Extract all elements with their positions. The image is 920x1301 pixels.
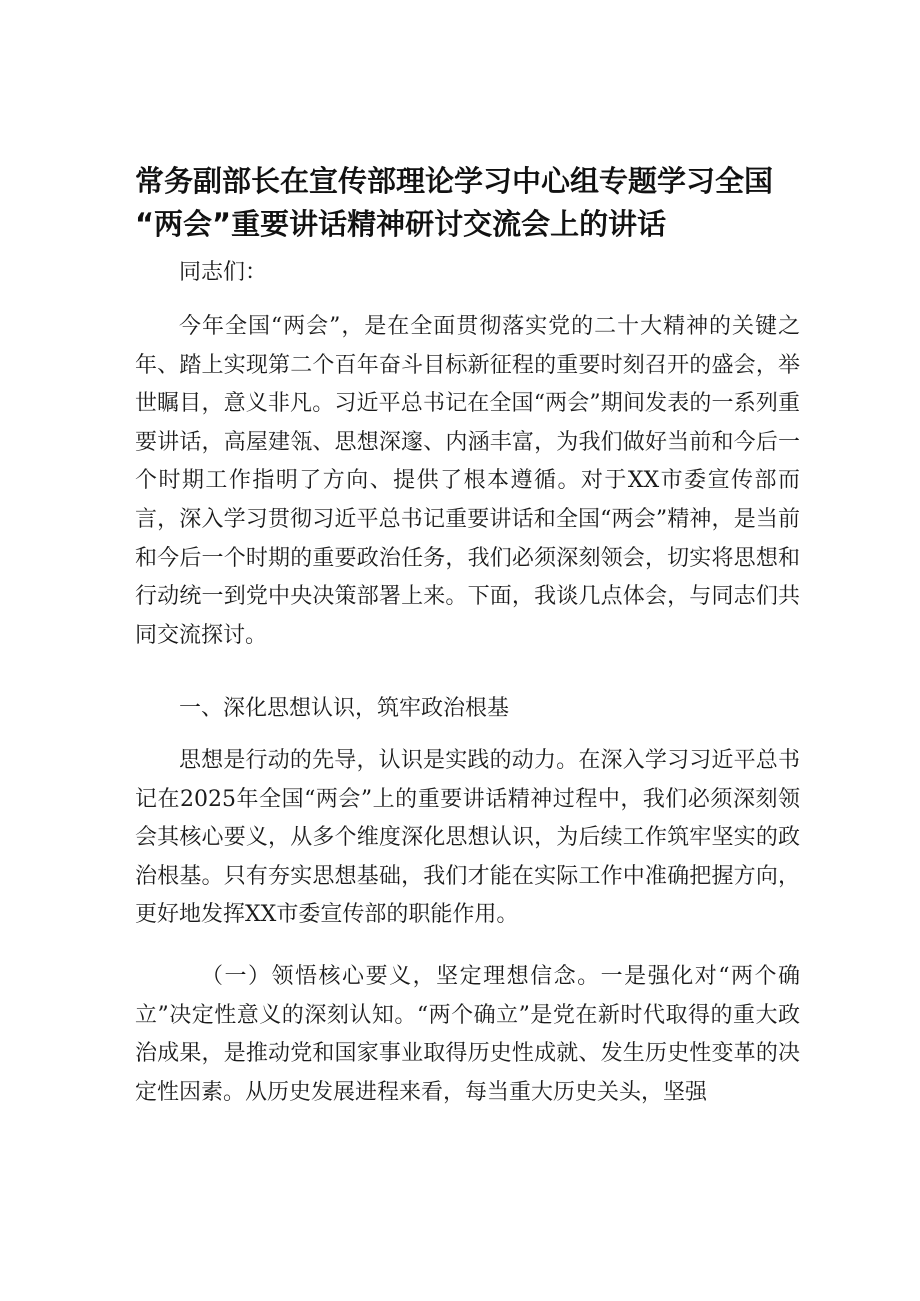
document-title — [135, 160, 795, 246]
paragraph-intro: 今年全国“两会”，是在全面贯彻落实党的二十大精神的关键之年、踏上实现第二个百年奋斗目标新征程的重要时刻召开的盛会，举世瞩目，意义非凡。习近平总书记在全国“两会”期间发表的一系列重要讲话，高屋建瓴、思想深邃、内涵丰富，为我们做好当前和今后一个时期工作指明了方向、提供了根本遵循。对于XX市委宣传部而言，深入学习贯彻习近平总书记重要讲话和全国“两会”精神，是当前和今后一个时期的重要政治任务，我们必须深刻领会，切实将思想和行动统一到党中央决策部署上来。下面，我谈几点体会，与同志们共同交流探讨。 — [135, 314, 800, 648]
section-heading-1: 一、深化思想认识，筑牢政治根基 — [179, 696, 510, 721]
title-line-2: “两会”重要讲话精神研讨交流会上的讲话 — [135, 207, 667, 241]
title-line-1: 常务副部长在宣传部理论学习中心组专题学习全国 — [135, 164, 774, 198]
paragraph-subsection1: （一）领悟核心要义，坚定理想信念。一是强化对“两个确立”决定性意义的深刻认知。“两个确立”是党在新时代取得的重大政治成果，是推动党和国家事业取得历史性成就、发生历史性变革的决定性因素。从历史发展进程来看，每当重大历史关头，坚强 — [135, 964, 800, 1105]
salutation: 同志们： — [179, 260, 268, 285]
paragraph-section1: 思想是行动的先导，认识是实践的动力。在深入学习习近平总书记在2025年全国“两会”上的重要讲话精神过程中，我们必须深刻领会其核心要义，从多个维度深化思想认识，为后续工作筑牢坚实的政治根基。只有夯实思想基础，我们才能在实际工作中准确把握方向，更好地发挥XX市委宣传部的职能作用。 — [135, 748, 800, 928]
